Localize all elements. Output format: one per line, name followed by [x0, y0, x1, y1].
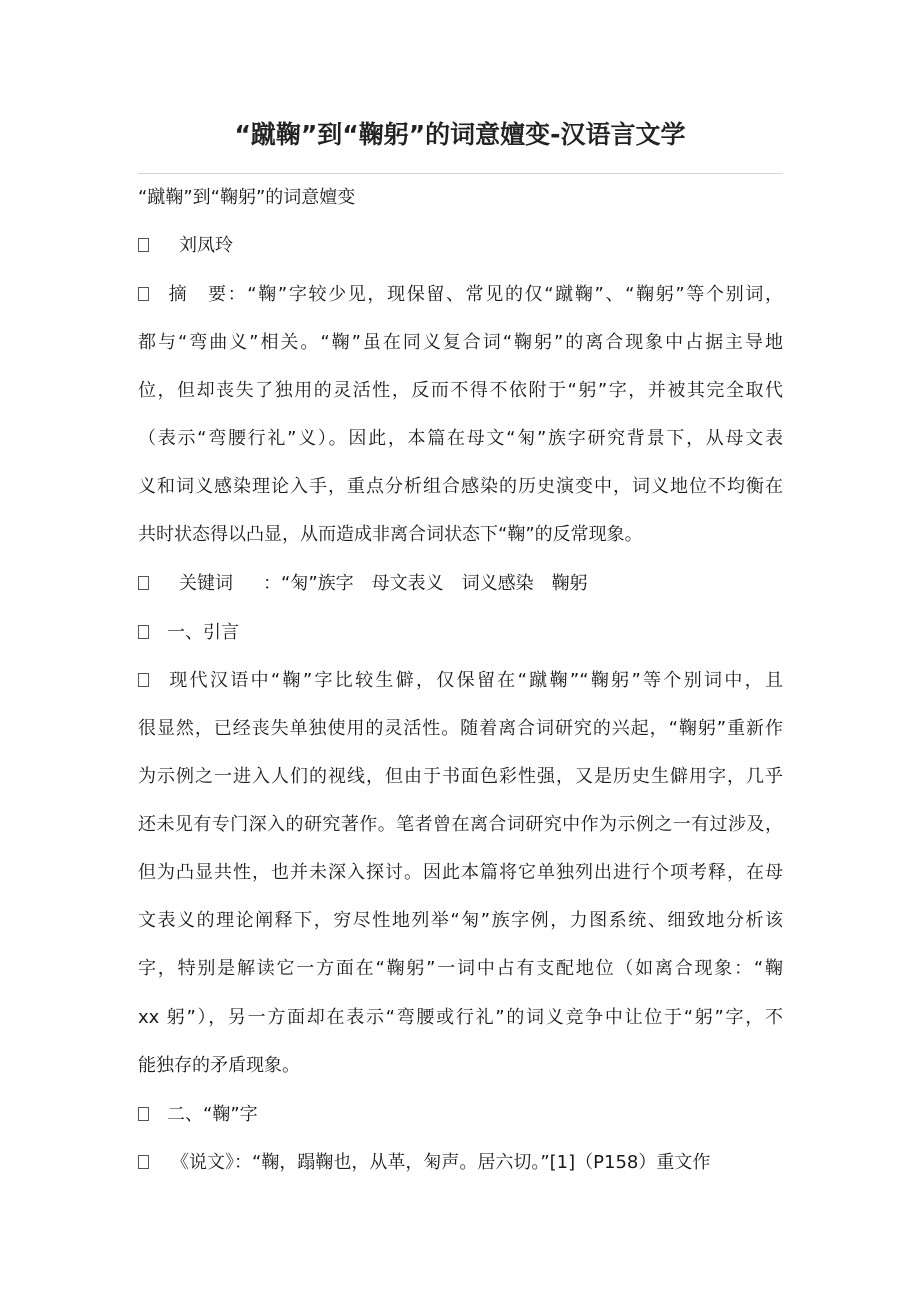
article-subtitle: “蹴鞠”到“鞠躬”的词意嬗变: [138, 187, 356, 208]
body-line: xx 躬”），另一方面却在表示“弯腰或行礼”的词义竞争中让位于“躬”字，不: [138, 1007, 783, 1028]
abstract-line: 摘 要：“鞠”字较少见，现保留、常见的仅“蹴鞠”、“鞠躬”等个别词，: [138, 282, 783, 308]
keywords-text: ：“匊”族字 母文表义 词义感染 鞠躬: [263, 573, 588, 594]
body-line: 为示例之一进入人们的视线，但由于书面色彩性强，又是历史生僻用字，几乎: [138, 766, 783, 787]
bullet-box-icon: [138, 625, 149, 639]
body-line: 能独存的矛盾现象。: [138, 1055, 300, 1076]
keywords-line: [138, 571, 783, 597]
keywords-label: 关键词: [179, 573, 233, 594]
page-title: “蹴鞠”到“鞠躬”的词意嬗变-汉语言文学: [234, 120, 686, 149]
abstract-line: 都与“弯曲义”相关。“鞠”虽在同义复合词“鞠躬”的离合现象中占据主导地: [138, 332, 783, 353]
bullet-box-icon: [138, 238, 149, 252]
bullet-box-icon: [138, 1107, 149, 1121]
author-line: [138, 233, 783, 259]
body-line: 还未见有专门深入的研究著作。笔者曾在离合词研究中作为示例之一有过涉及，: [138, 814, 783, 835]
body-line: 但为凸显共性，也并未深入探讨。因此本篇将它单独列出进行个项考释，在母: [138, 862, 783, 883]
abstract-line: 位，但却丧失了独用的灵活性，反而不得不依附于“躬”字，并被其完全取代: [138, 380, 783, 401]
abstract-line: 义和词义感染理论入手，重点分析组合感染的历史演变中，词义地位不均衡在: [138, 476, 783, 497]
body-line: 很显然，已经丧失单独使用的灵活性。随着离合词研究的兴起，“鞠躬”重新作: [138, 718, 783, 739]
section-heading: 二、“鞠”字: [138, 1102, 783, 1128]
section-heading: 一、引言: [138, 620, 783, 646]
abstract-line: 共时状态得以凸显，从而造成非离合词状态下“鞠”的反常现象。: [138, 524, 643, 545]
bullet-box-icon: [138, 1155, 149, 1169]
abstract-line: （表示“弯腰行礼”义）。因此，本篇在母文“匊”族字研究背景下，从母文表: [138, 428, 783, 449]
bullet-box-icon: [138, 287, 149, 301]
body-line: 现代汉语中“鞠”字比较生僻，仅保留在“蹴鞠”“鞠躬”等个别词中，且: [138, 668, 783, 694]
bullet-box-icon: [138, 576, 149, 590]
body-line: 字，特别是解读它一方面在“鞠躬”一词中占有支配地位（如离合现象：“鞠: [138, 958, 783, 979]
title-divider: [138, 173, 783, 174]
bullet-box-icon: [138, 673, 149, 687]
body-line: 文表义的理论阐释下，穷尽性地列举“匊”族字例，力图系统、细致地分析该: [138, 910, 783, 931]
body-line: 《说文》：“鞠，蹋鞠也，从革，匊声。居六切。”[1]（P158）重文作: [138, 1150, 783, 1176]
author-name: 刘凤玲: [179, 235, 233, 256]
